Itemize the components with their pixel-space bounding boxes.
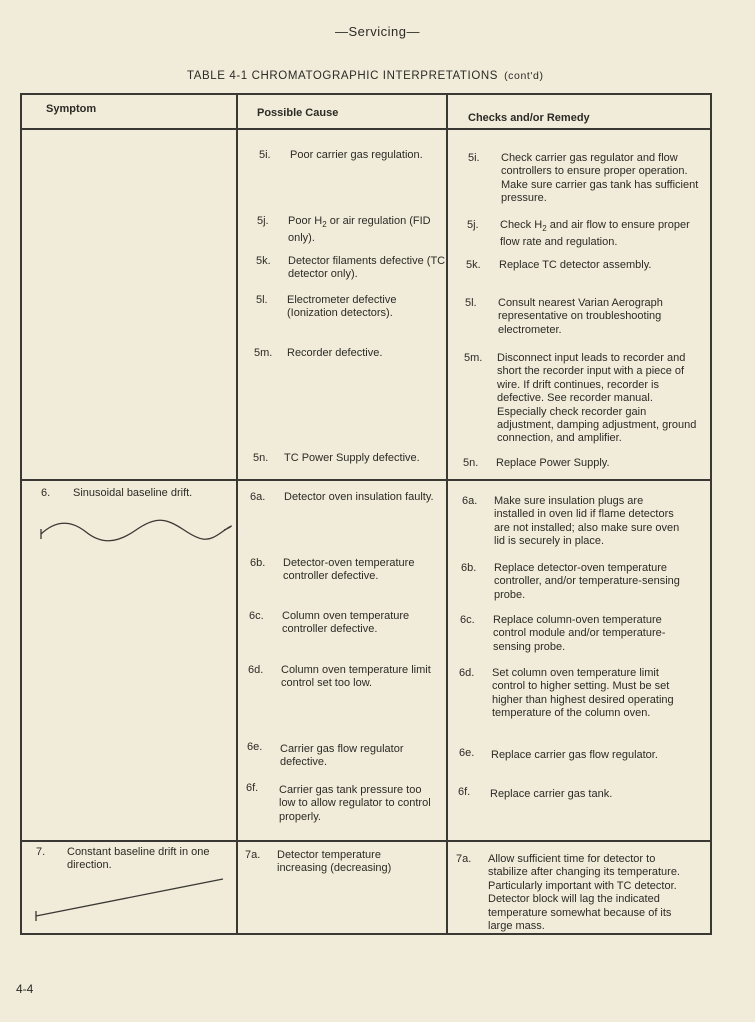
constant-baseline-drift-graphic [33, 875, 233, 925]
header-rule [20, 128, 710, 130]
cause-num-5m: 5m. [254, 347, 273, 359]
page-header: —Servicing— [335, 24, 420, 39]
sinusoidal-baseline-drift-graphic [38, 512, 238, 552]
cause-num-5n: 5n. [253, 452, 269, 464]
cause-num-6d: 6d. [248, 664, 264, 676]
remedy-num-6a: 6a. [462, 495, 478, 507]
remedy-text-6b: Replace detector-oven temperature controller, and/or temperature-sensing probe. [494, 562, 680, 601]
symptom-num-7: 7. [36, 846, 46, 858]
cause-text-5m: Recorder defective. [287, 347, 383, 359]
column-rule-2 [446, 93, 448, 933]
cause-num-6e: 6e. [247, 741, 263, 753]
table-title-main: TABLE 4-1 CHROMATOGRAPHIC INTERPRETATIONS [187, 70, 499, 82]
remedy-text-5j: Check $H_2$ and air flow to ensure proper flow rate and regulation. [500, 219, 690, 248]
remedy-text-5n: Replace Power Supply. [496, 457, 610, 469]
remedy-num-5k: 5k. [466, 259, 481, 271]
cause-num-6f: 6f. [246, 782, 259, 794]
cause-num-5l: 5l. [256, 294, 268, 306]
cause-num-5i: 5i. [259, 149, 271, 161]
cause-text-5l: Electrometer defective (Ionization detectors). [287, 294, 397, 320]
symptom-text-6: Sinusoidal baseline drift. [73, 487, 193, 499]
cause-text-6e: Carrier gas flow regulator defective. [280, 743, 404, 769]
cause-text-6c: Column oven temperature controller defective. [282, 610, 410, 636]
remedy-num-6c: 6c. [460, 614, 475, 626]
table-title-cont: (cont'd) [504, 70, 544, 82]
remedy-text-5k: Replace TC detector assembly. [499, 259, 652, 271]
header-symptom: Symptom [46, 103, 97, 115]
cause-text-6a: Detector oven insulation faulty. [284, 491, 434, 503]
cause-text-5j: Poor $H_2$ or air regulation (FID only). [288, 215, 431, 244]
section-rule-7 [20, 840, 710, 842]
remedy-text-5m: Disconnect input leads to recorder and short the recorder input with a piece of wire. If drift continues, recorder is defective. See recorder manual. Especially check recorder gain adjustment, damping adjustment, ground connection, and amplifier. [497, 352, 697, 445]
remedy-text-6f: Replace carrier gas tank. [490, 788, 613, 800]
cause-num-6c: 6c. [249, 610, 264, 622]
remedy-num-7a: 7a. [456, 853, 472, 865]
remedy-text-6c: Replace column-oven temperature control module and/or temperature-sensing probe. [493, 614, 666, 653]
header-possible-cause: Possible Cause [257, 107, 339, 119]
remedy-num-6b: 6b. [461, 562, 477, 574]
remedy-text-5l: Consult nearest Varian Aerograph representative on troubleshooting electrometer. [498, 297, 663, 336]
cause-text-6f: Carrier gas tank pressure too low to allow regulator to control properly. [279, 784, 431, 823]
cause-num-5j: 5j. [257, 215, 269, 227]
remedy-num-6e: 6e. [459, 747, 475, 759]
remedy-num-5m: 5m. [464, 352, 483, 364]
remedy-text-6e: Replace carrier gas flow regulator. [491, 749, 658, 761]
remedy-num-5i: 5i. [468, 152, 480, 164]
cause-num-7a: 7a. [245, 849, 261, 861]
remedy-num-6d: 6d. [459, 667, 475, 679]
remedy-num-6f: 6f. [458, 786, 471, 798]
cause-num-6b: 6b. [250, 557, 266, 569]
symptom-num-6: 6. [41, 487, 51, 499]
header-checks-remedy: Checks and/or Remedy [468, 112, 590, 124]
remedy-num-5n: 5n. [463, 457, 479, 469]
remedy-num-5l: 5l. [465, 297, 477, 309]
cause-text-5i: Poor carrier gas regulation. [290, 149, 423, 161]
table-title [187, 70, 544, 82]
cause-text-7a: Detector temperature increasing (decreasing) [277, 849, 392, 875]
page-number: 4-4 [16, 982, 34, 996]
section-rule-6 [20, 479, 710, 481]
cause-num-6a: 6a. [250, 491, 266, 503]
symptom-text-7: Constant baseline drift in one direction. [67, 846, 210, 872]
cause-text-6d: Column oven temperature limit control set too low. [281, 664, 431, 690]
remedy-text-5i: Check carrier gas regulator and flow controllers to ensure proper operation. Make sure carrier gas tank has sufficient pressure. [501, 152, 699, 205]
remedy-text-6d: Set column oven temperature limit control to higher setting. Must be set higher than highest desired operating temperature of the column oven. [492, 667, 674, 720]
cause-text-6b: Detector-oven temperature controller defective. [283, 557, 415, 583]
remedy-num-5j: 5j. [467, 219, 479, 231]
remedy-text-6a: Make sure insulation plugs are installed in oven lid if flame detectors are not installed; also make sure oven lid is securely in place. [494, 495, 680, 548]
cause-text-5n: TC Power Supply defective. [284, 452, 420, 464]
cause-text-5k: Detector filaments defective (TC detector only). [288, 255, 446, 281]
cause-num-5k: 5k. [256, 255, 271, 267]
remedy-text-7a: Allow sufficient time for detector to stabilize after changing its temperature. Particularly important with TC detector. Detector block will lag the indicated temperature somewhat because of its large mass. [488, 853, 680, 933]
